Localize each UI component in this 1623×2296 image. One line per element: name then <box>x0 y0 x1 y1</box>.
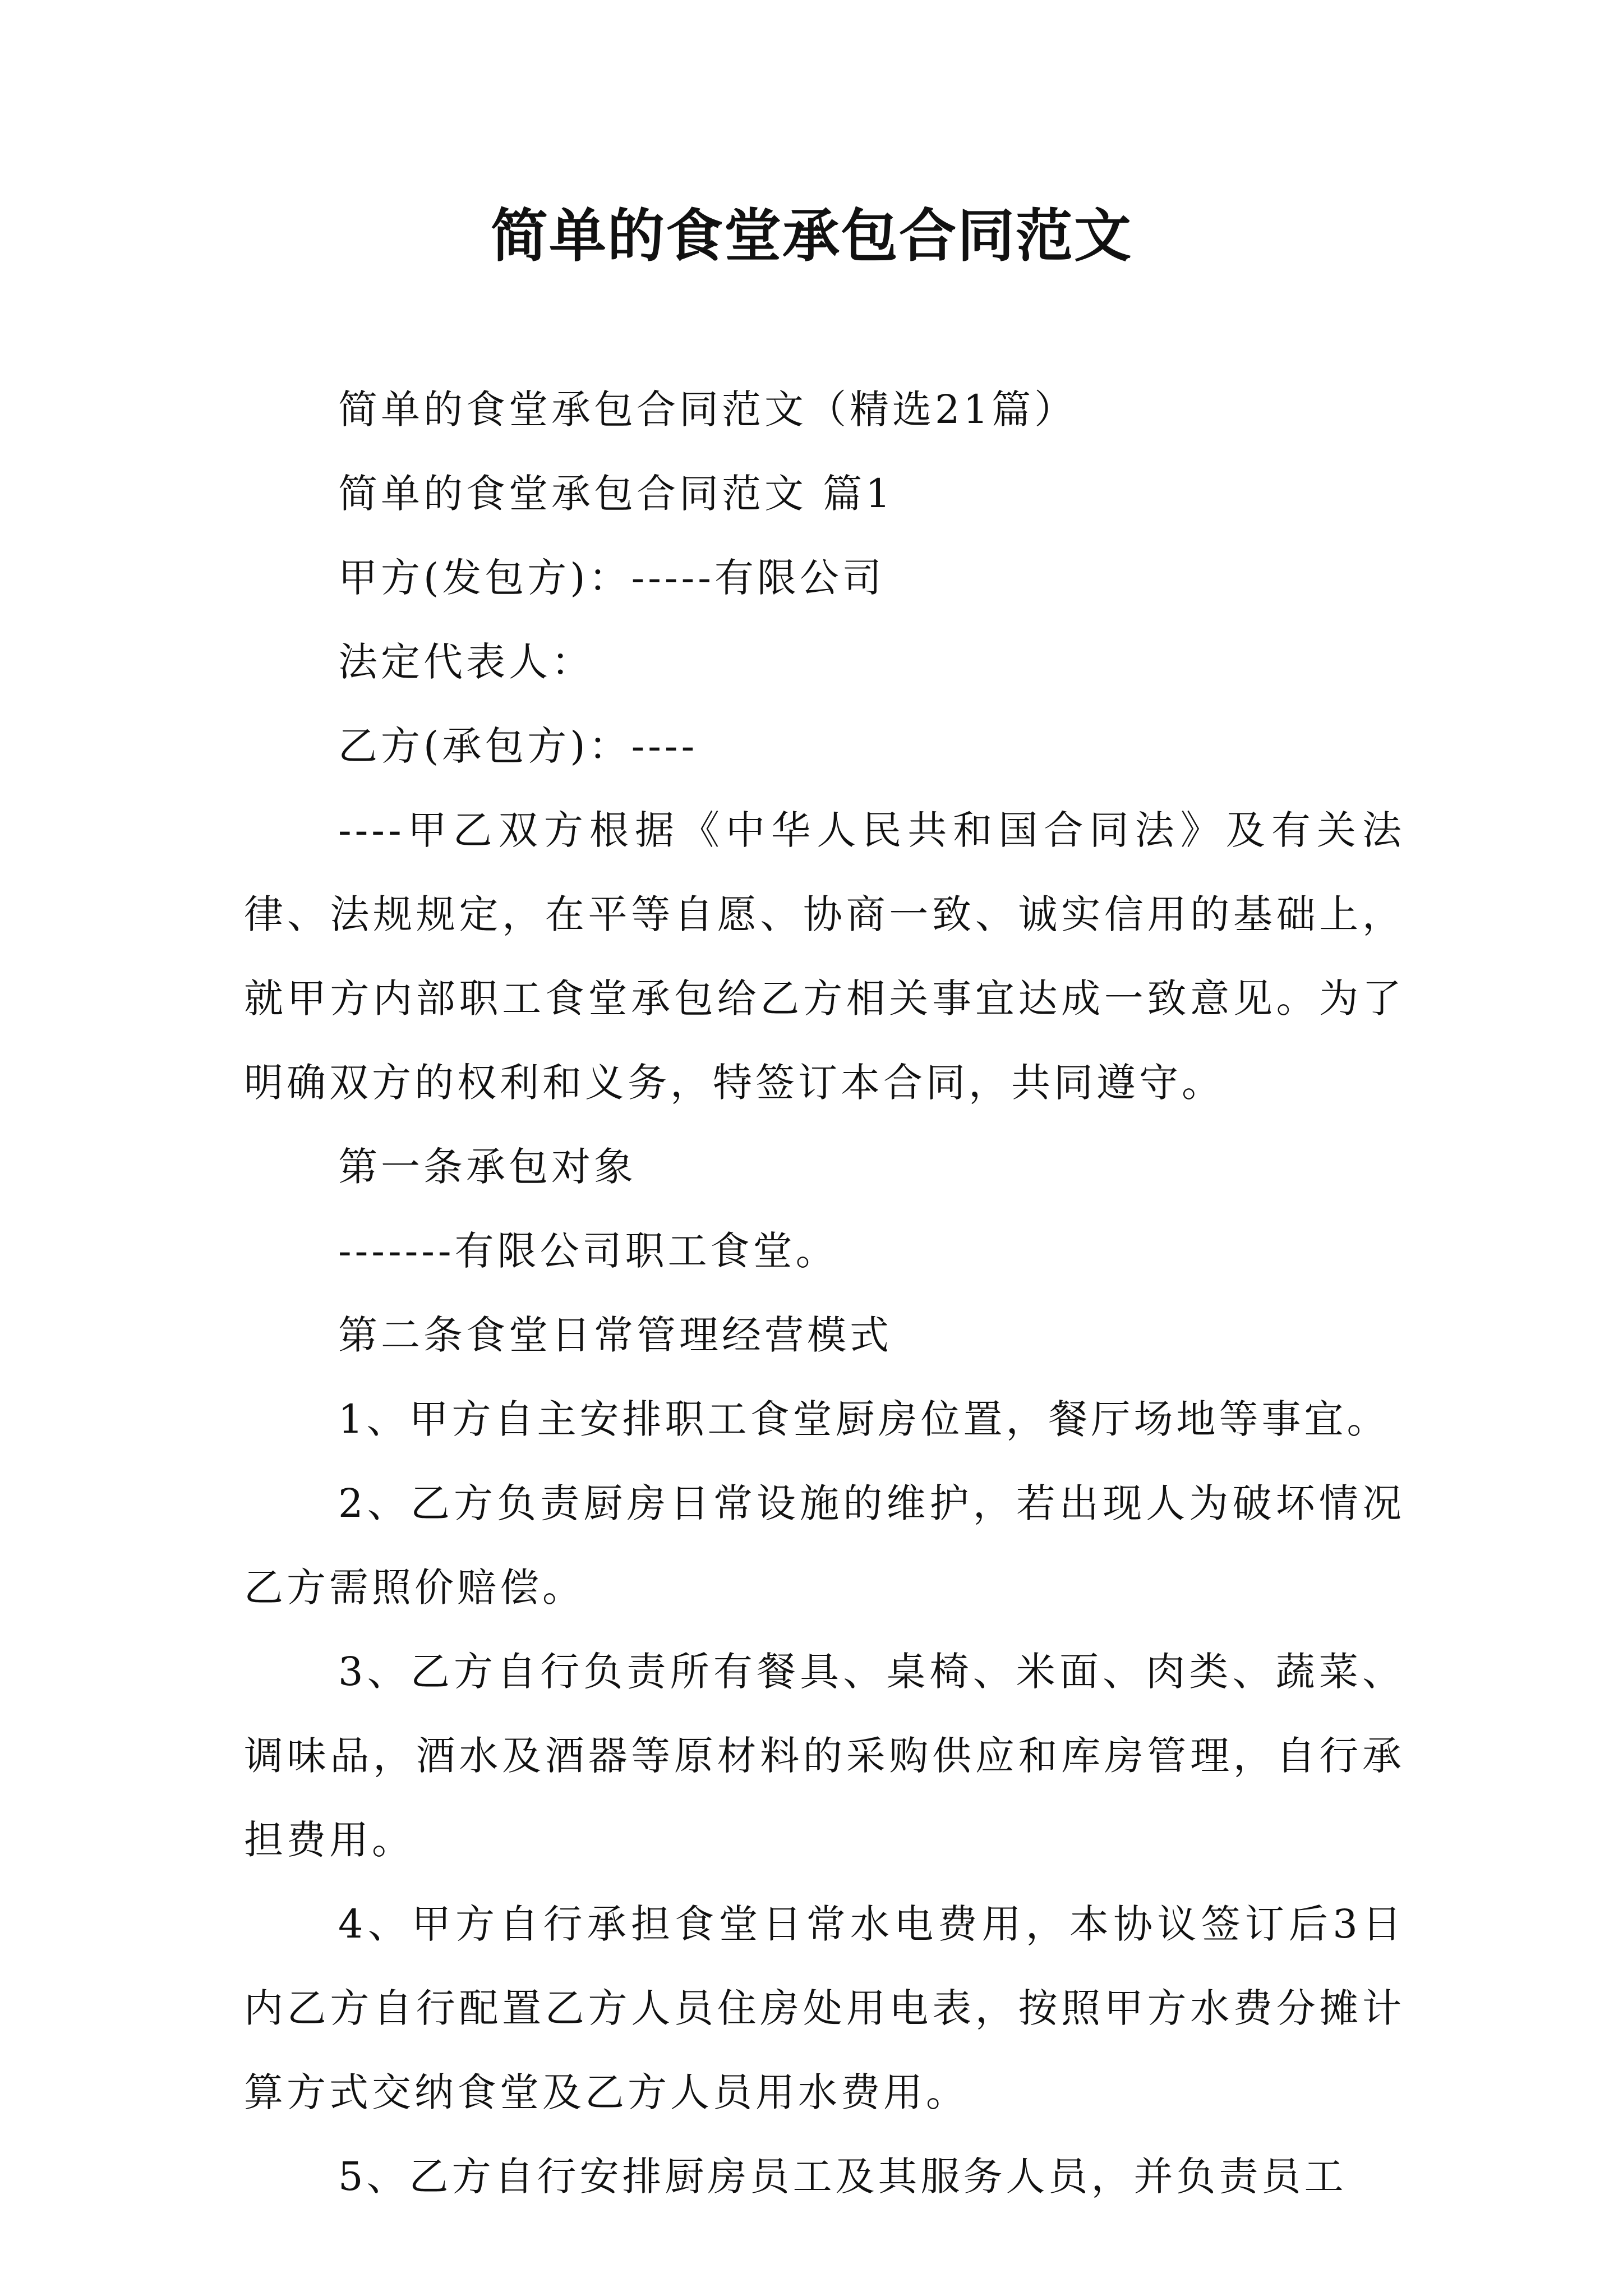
paragraph-preamble: ----甲乙双方根据《中华人民共和国合同法》及有关法律、法规规定，在平等自愿、协商一致、诚实信用的基础上，就甲方内部职工食堂承包给乙方相关事宜达成一致意见。为了明确双方的权利和义务，特签订本合同，共同遵守。 <box>244 807 1405 1106</box>
document-body <box>244 367 1405 2219</box>
paragraph-clause-4: 4、甲方自行承担食堂日常水电费用，本协议签订后3日内乙方自行配置乙方人员住房处用电表，按照甲方水费分摊计算方式交纳食堂及乙方人员用水费用。 <box>244 1901 1405 2115</box>
paragraph-clause-3: 3、乙方自行负责所有餐具、桌椅、米面、肉类、蔬菜、调味品，酒水及酒器等原材料的采购供应和库房管理，自行承担费用。 <box>244 1649 1405 1863</box>
paragraph-party-a: 甲方(发包方)：-----有限公司 <box>338 555 885 601</box>
paragraph-subtitle: 简单的食堂承包合同范文（精选21篇） <box>338 386 1077 432</box>
paragraph-clause-2: 2、乙方负责厨房日常设施的维护，若出现人为破坏情况乙方需照价赔偿。 <box>244 1480 1405 1611</box>
paragraph-article-2-heading: 第二条食堂日常管理经营模式 <box>338 1312 892 1358</box>
paragraph-article-1-body: -------有限公司职工食堂。 <box>338 1228 838 1274</box>
paragraph-party-b: 乙方(承包方)：---- <box>338 723 698 769</box>
paragraph-clause-1: 1、甲方自主安排职工食堂厨房位置，餐厅场地等事宜。 <box>338 1396 1390 1442</box>
paragraph-clause-5: 5、乙方自行安排厨房员工及其服务人员，并负责员工 <box>338 2154 1347 2200</box>
paragraph-article-1-heading: 第一条承包对象 <box>338 1144 637 1190</box>
paragraph-section-heading: 简单的食堂承包合同范文 篇1 <box>338 471 894 517</box>
document-title: 简单的食堂承包合同范文 <box>491 203 1132 270</box>
paragraph-legal-representative: 法定代表人： <box>338 639 594 685</box>
